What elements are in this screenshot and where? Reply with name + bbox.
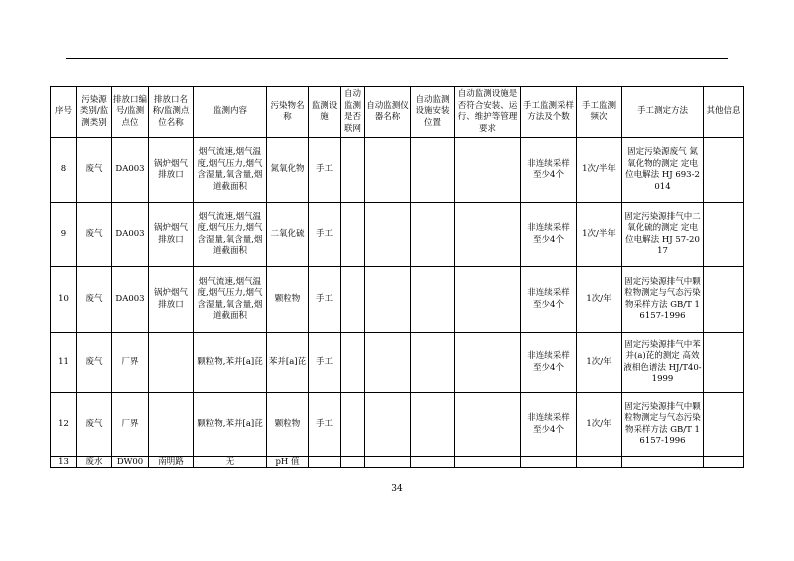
monitoring-facility: 手工 — [309, 393, 341, 457]
manual-method: 固定污染源排气中苯并(a)芘的测定 高效液相色谱法 HJ/T40-1999 — [622, 333, 704, 393]
manual-method: 固定污染源排气中颗粒物测定与气态污染物采样方法 GB/T 16157-1996 — [622, 393, 704, 457]
manual-sampling: 非连续采样 至少4个 — [521, 138, 577, 203]
monitoring-content: 烟气流速,烟气温度,烟气压力,烟气含湿量,氧含量,烟道截面积 — [194, 138, 267, 203]
auto-compliance — [455, 267, 521, 333]
auto-install-location — [411, 267, 455, 333]
auto-install-location — [411, 393, 455, 457]
manual-method: 固定污染源排气中二氧化硫的测定 定电位电解法 HJ 57-2017 — [622, 203, 704, 267]
monitoring-content: 烟气流速,烟气温度,烟气压力,烟气含湿量,氧含量,烟道截面积 — [194, 203, 267, 267]
source-category: 废气 — [77, 333, 112, 393]
auto-compliance — [455, 333, 521, 393]
pollutant-name: 二氧化硫 — [267, 203, 309, 267]
auto-networked — [341, 203, 365, 267]
manual-sampling: 非连续采样 至少4个 — [521, 203, 577, 267]
manual-method: 固定污染源废气 氮氧化物的测定 定电位电解法 HJ 693-2014 — [622, 138, 704, 203]
manual-frequency: 1次/半年 — [577, 203, 622, 267]
manual-sampling: 非连续采样 至少4个 — [521, 393, 577, 457]
monitoring-content: 烟气流速,烟气温度,烟气压力,烟气含湿量,氧含量,烟道截面积 — [194, 267, 267, 333]
monitoring-facility: 手工 — [309, 267, 341, 333]
row-number: 12 — [51, 393, 77, 457]
header-cell: 排放口名称/监测点位名称 — [149, 87, 194, 138]
outlet-code: DW00 — [112, 457, 149, 468]
header-cell: 自动监测设施是否符合安装、运行、维护等管理要求 — [455, 87, 521, 138]
auto-compliance — [455, 457, 521, 468]
row-number: 13 — [51, 457, 77, 468]
auto-compliance — [455, 203, 521, 267]
auto-install-location — [411, 333, 455, 393]
outlet-name: 锅炉烟气排放口 — [149, 138, 194, 203]
header-cell: 自动监测仪器名称 — [365, 87, 411, 138]
auto-networked — [341, 457, 365, 468]
outlet-code: DA003 — [112, 138, 149, 203]
table-row — [51, 267, 744, 333]
auto-networked — [341, 267, 365, 333]
header-cell: 污染源类别/监测类别 — [77, 87, 112, 138]
source-category: 废气 — [77, 203, 112, 267]
outlet-name: 锅炉烟气排放口 — [149, 267, 194, 333]
manual-method: 固定污染源排气中颗粒物测定与气态污染物采样方法 GB/T 16157-1996 — [622, 267, 704, 333]
other-info — [704, 138, 744, 203]
row-number: 9 — [51, 203, 77, 267]
auto-instrument — [365, 457, 411, 468]
outlet-code: DA003 — [112, 267, 149, 333]
source-category: 废气 — [77, 138, 112, 203]
table-row — [51, 138, 744, 203]
outlet-name: 锅炉烟气排放口 — [149, 203, 194, 267]
monitoring-facility: 手工 — [309, 138, 341, 203]
outlet-name: 南明路 — [149, 457, 194, 468]
row-number: 8 — [51, 138, 77, 203]
outlet-code: 厂界 — [112, 333, 149, 393]
table-row — [51, 393, 744, 457]
page-number: 34 — [391, 484, 403, 494]
header-cell: 手工测定方法 — [622, 87, 704, 138]
other-info — [704, 203, 744, 267]
header-cell: 监测设施 — [309, 87, 341, 138]
header-row — [51, 87, 744, 138]
pollutant-name: pH 值 — [267, 457, 309, 468]
other-info — [704, 333, 744, 393]
manual-sampling: 非连续采样 至少4个 — [521, 333, 577, 393]
monitoring-facility — [309, 457, 341, 468]
auto-install-location — [411, 138, 455, 203]
auto-networked — [341, 138, 365, 203]
source-category: 废气 — [77, 267, 112, 333]
header-cell: 排放口编号/监测点位 — [112, 87, 149, 138]
header-cell: 序号 — [51, 87, 77, 138]
row-number: 10 — [51, 267, 77, 333]
auto-instrument — [365, 333, 411, 393]
header-cell: 其他信息 — [704, 87, 744, 138]
header-cell: 监测内容 — [194, 87, 267, 138]
header-cell: 自动监测是否联网 — [341, 87, 365, 138]
auto-compliance — [455, 393, 521, 457]
pollutant-name: 颗粒物 — [267, 393, 309, 457]
source-category: 废气 — [77, 393, 112, 457]
source-category: 废水 — [77, 457, 112, 468]
pollutant-name: 氮氧化物 — [267, 138, 309, 203]
header-cell: 手工监测频次 — [577, 87, 622, 138]
auto-install-location — [411, 203, 455, 267]
manual-frequency — [577, 457, 622, 468]
auto-install-location — [411, 457, 455, 468]
auto-compliance — [455, 138, 521, 203]
auto-instrument — [365, 138, 411, 203]
row-number: 11 — [51, 333, 77, 393]
monitoring-content: 无 — [194, 457, 267, 468]
manual-frequency: 1次/年 — [577, 393, 622, 457]
monitoring-facility: 手工 — [309, 203, 341, 267]
outlet-code: 厂界 — [112, 393, 149, 457]
manual-method — [622, 457, 704, 468]
table-row — [51, 333, 744, 393]
auto-instrument — [365, 267, 411, 333]
auto-instrument — [365, 203, 411, 267]
auto-networked — [341, 333, 365, 393]
other-info — [704, 457, 744, 468]
outlet-code: DA003 — [112, 203, 149, 267]
other-info — [704, 393, 744, 457]
auto-instrument — [365, 393, 411, 457]
manual-sampling: 非连续采样 至少4个 — [521, 267, 577, 333]
pollutant-name: 颗粒物 — [267, 267, 309, 333]
outlet-name — [149, 333, 194, 393]
other-info — [704, 267, 744, 333]
monitoring-facility: 手工 — [309, 333, 341, 393]
monitoring-content: 颗粒物,苯并[a]芘 — [194, 393, 267, 457]
header-cell: 自动监测设施安装位置 — [411, 87, 455, 138]
header-rule — [66, 58, 728, 59]
monitoring-table — [50, 86, 744, 468]
monitoring-content: 颗粒物,苯并[a]芘 — [194, 333, 267, 393]
pollutant-name: 苯并[a]芘 — [267, 333, 309, 393]
header-cell: 手工监测采样方法及个数 — [521, 87, 577, 138]
auto-networked — [341, 393, 365, 457]
header-cell: 污染物名称 — [267, 87, 309, 138]
manual-frequency: 1次/半年 — [577, 138, 622, 203]
table-row — [51, 457, 744, 468]
manual-frequency: 1次/年 — [577, 267, 622, 333]
manual-sampling — [521, 457, 577, 468]
outlet-name — [149, 393, 194, 457]
table-row — [51, 203, 744, 267]
manual-frequency: 1次/年 — [577, 333, 622, 393]
